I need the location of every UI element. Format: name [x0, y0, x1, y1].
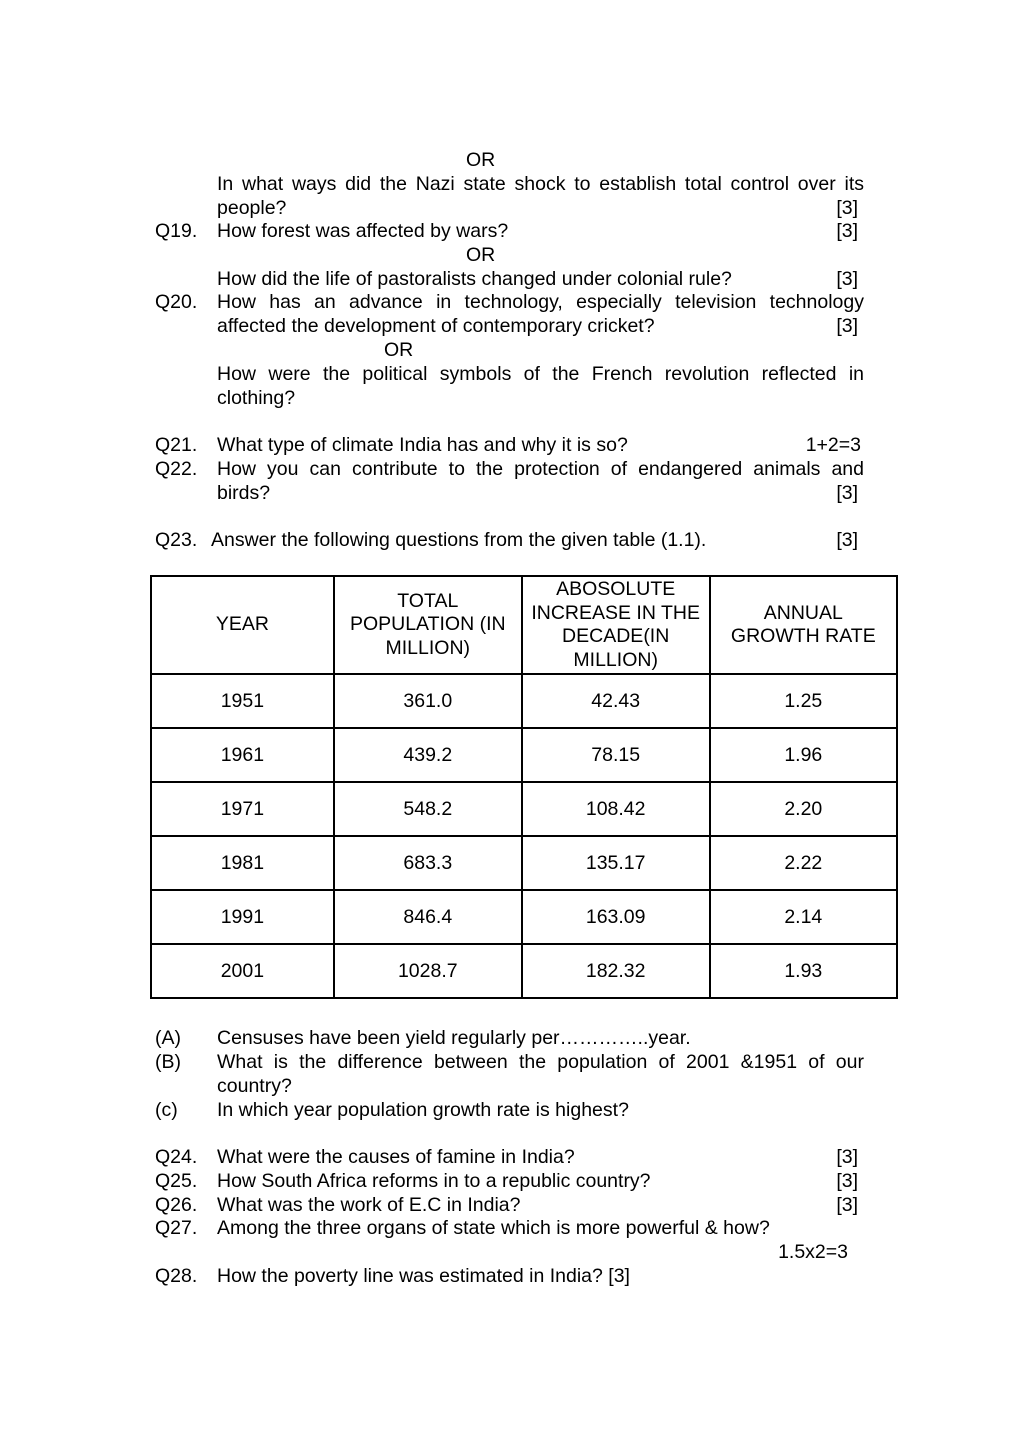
question-text: Answer the following questions from the given table (1.1). [211, 529, 707, 551]
question-number: Q23. [155, 529, 198, 551]
column-header-total-population: TOTAL POPULATION (IN MILLION) [334, 576, 522, 674]
or-separator: OR [466, 244, 496, 266]
question-number: Q24. [155, 1146, 198, 1168]
question-text: How South Africa reforms in to a republic country? [217, 1170, 651, 1192]
question-number: Q27. [155, 1217, 198, 1239]
table-cell: 78.15 [522, 728, 710, 782]
table-cell: 439.2 [334, 728, 522, 782]
question-number: Q19. [155, 220, 198, 242]
column-header-year: YEAR [151, 576, 334, 674]
question-number: Q28. [155, 1265, 198, 1287]
marks-label: [3] [836, 220, 858, 242]
table-cell: 1991 [151, 890, 334, 944]
table-cell: 163.09 [522, 890, 710, 944]
table-cell: 2.20 [710, 782, 897, 836]
table-cell: 2001 [151, 944, 334, 998]
subquestion-text: Censuses have been yield regularly per…………..year. [217, 1027, 691, 1049]
table-row [151, 728, 897, 782]
table-cell: 1971 [151, 782, 334, 836]
table-row [151, 836, 897, 890]
question-text: What were the causes of famine in India? [217, 1146, 575, 1168]
table-cell: 1951 [151, 674, 334, 728]
or-separator: OR [466, 149, 496, 171]
question-text: How you can contribute to the protection of endangered animals and [217, 458, 864, 480]
table-cell: 2.22 [710, 836, 897, 890]
question-text: In what ways did the Nazi state shock to establish total control over its [217, 173, 864, 195]
question-text: How did the life of pastoralists changed under colonial rule? [217, 268, 732, 290]
question-number: Q22. [155, 458, 198, 480]
table-cell: 1028.7 [334, 944, 522, 998]
question-text: How has an advance in technology, especially television technology [217, 291, 864, 313]
marks-label: [3] [836, 1170, 858, 1192]
question-text: clothing? [217, 387, 296, 409]
question-text: How were the political symbols of the French revolution reflected in [217, 363, 864, 385]
marks-label: [3] [836, 315, 858, 337]
subquestion-label: (A) [155, 1027, 181, 1049]
table-row [151, 782, 897, 836]
subquestion-text: country? [217, 1075, 292, 1097]
marks-label: [3] [836, 1146, 858, 1168]
question-number: Q26. [155, 1194, 198, 1216]
table-cell: 42.43 [522, 674, 710, 728]
marks-label: [3] [836, 529, 858, 551]
marks-label: [3] [836, 197, 858, 219]
table-cell: 135.17 [522, 836, 710, 890]
table-row [151, 674, 897, 728]
subquestion-label: (c) [155, 1099, 178, 1121]
table-cell: 1981 [151, 836, 334, 890]
marks-label: [3] [836, 482, 858, 504]
question-text: affected the development of contemporary cricket? [217, 315, 655, 337]
table-cell: 683.3 [334, 836, 522, 890]
question-text: What type of climate India has and why it is so? [217, 434, 628, 456]
marks-label: 1.5x2=3 [778, 1241, 848, 1263]
table-cell: 548.2 [334, 782, 522, 836]
question-text: people? [217, 197, 287, 219]
table-row [151, 890, 897, 944]
question-text: Among the three organs of state which is more powerful & how? [217, 1217, 770, 1239]
population-table [150, 575, 898, 999]
table-cell: 1.25 [710, 674, 897, 728]
table-cell: 108.42 [522, 782, 710, 836]
question-text: birds? [217, 482, 271, 504]
table-cell: 1961 [151, 728, 334, 782]
or-separator: OR [384, 339, 414, 361]
table-cell: 1.93 [710, 944, 897, 998]
table-row [151, 944, 897, 998]
question-text: What was the work of E.C in India? [217, 1194, 521, 1216]
marks-label: 1+2=3 [805, 434, 861, 456]
column-header-absolute-increase: ABOSOLUTE INCREASE IN THE DECADE(IN MILLION) [522, 576, 710, 674]
table-header-row [151, 576, 897, 674]
table-cell: 182.32 [522, 944, 710, 998]
table-cell: 846.4 [334, 890, 522, 944]
marks-label: [3] [836, 1194, 858, 1216]
question-text: How the poverty line was estimated in India? [3] [217, 1265, 630, 1287]
question-number: Q25. [155, 1170, 198, 1192]
column-header-annual-growth-rate: ANNUAL GROWTH RATE [710, 576, 897, 674]
marks-label: [3] [836, 268, 858, 290]
question-number: Q21. [155, 434, 198, 456]
table-cell: 2.14 [710, 890, 897, 944]
question-number: Q20. [155, 291, 198, 313]
subquestion-text: In which year population growth rate is highest? [217, 1099, 629, 1121]
subquestion-label: (B) [155, 1051, 181, 1073]
table-cell: 361.0 [334, 674, 522, 728]
subquestion-text: What is the difference between the population of 2001 &1951 of our [217, 1051, 864, 1073]
question-text: How forest was affected by wars? [217, 220, 509, 242]
table-cell: 1.96 [710, 728, 897, 782]
